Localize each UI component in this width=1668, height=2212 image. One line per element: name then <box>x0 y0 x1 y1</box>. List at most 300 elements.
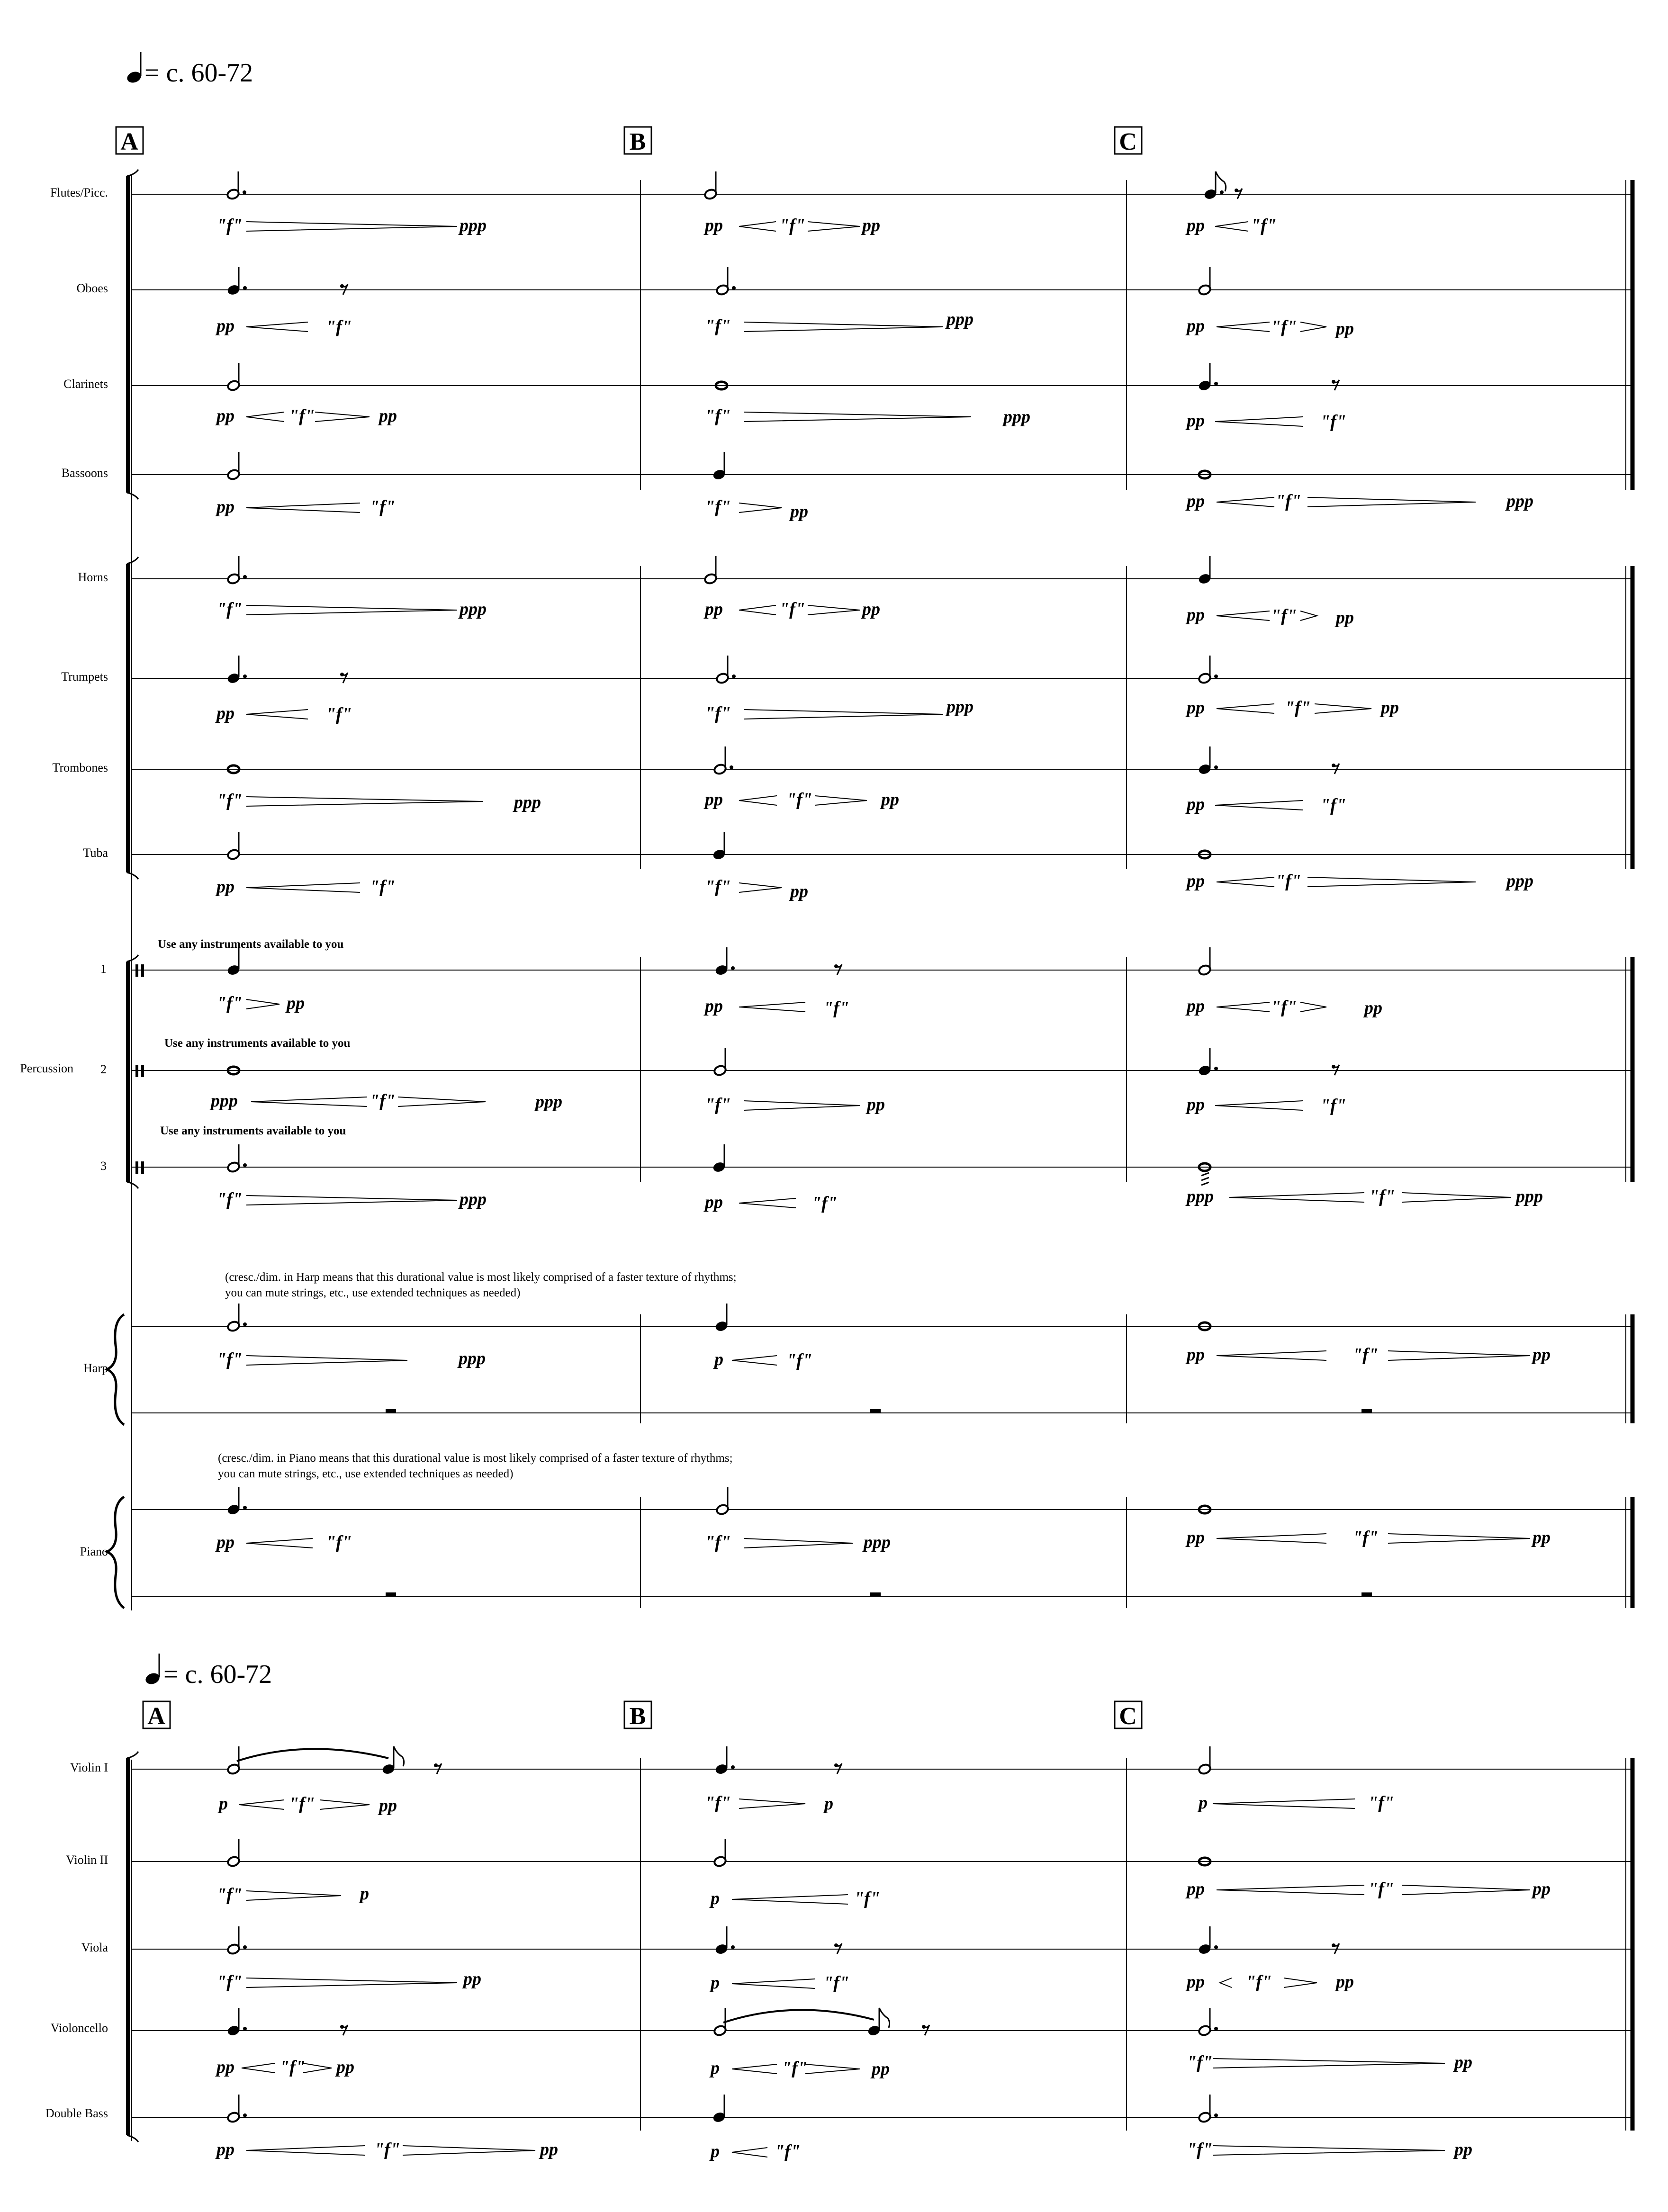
dynamic-f: "f" <box>775 2141 801 2161</box>
dynamic-f: "f" <box>823 998 849 1018</box>
note <box>1198 656 1218 684</box>
dynamic-f: "f" <box>1251 216 1277 235</box>
notes-layer <box>226 171 1372 2123</box>
tempo-text: = c. 60-72 <box>144 58 253 88</box>
label-percussion: Percussion <box>20 1061 73 1075</box>
bracket-woodwinds <box>127 170 138 499</box>
dynamic-pp: pp <box>790 881 808 901</box>
dynamic-f: "f" <box>1271 606 1297 626</box>
diminuendo-hairpin <box>744 710 943 719</box>
note <box>704 556 718 585</box>
diminuendo-hairpin <box>246 1978 457 1987</box>
dynamics-layer <box>209 216 1551 2161</box>
diminuendo-hairpin <box>246 797 483 806</box>
dynamic-pp: pp <box>1187 1345 1205 1365</box>
dynamic-ppp: ppp <box>947 697 974 717</box>
label-trombones: Trombones <box>52 761 108 774</box>
note <box>227 1304 247 1332</box>
dynamic-f: "f" <box>370 1091 396 1111</box>
note <box>1198 556 1212 585</box>
dynamic-pp: pp <box>216 1532 234 1552</box>
diminuendo-hairpin <box>246 222 457 231</box>
note <box>227 556 247 585</box>
dynamic-ppp: ppp <box>1187 1187 1214 1206</box>
note <box>715 947 735 976</box>
dynamic-f: "f" <box>1275 871 1301 891</box>
dynamic-f: "f" <box>326 704 352 724</box>
rest <box>1361 1409 1372 1413</box>
dynamic-pp: pp <box>790 502 808 522</box>
dynamic-pp: pp <box>287 993 305 1013</box>
dynamic-pp: pp <box>1533 1528 1551 1547</box>
crescendo-hairpin <box>1217 497 1274 507</box>
label-horns: Horns <box>78 570 108 584</box>
rehearsal-mark-c <box>1115 127 1142 155</box>
dynamic-p: p <box>714 1349 723 1369</box>
crescendo-hairpin <box>246 322 308 332</box>
rest <box>870 1592 881 1596</box>
dynamic-ppp: ppp <box>947 309 974 329</box>
diminuendo-hairpin <box>398 1097 486 1106</box>
piano-note-line1: (cresc./dim. in Piano means that this durational value is most likely comprised of a faster texture of rhythms; <box>218 1452 733 1465</box>
dynamic-pp: pp <box>216 316 234 336</box>
dynamic-pp: pp <box>1533 1879 1551 1899</box>
dynamic-pp: pp <box>881 790 899 809</box>
label-bass: Double Bass <box>45 2106 108 2120</box>
dynamic-f: "f" <box>1285 698 1311 718</box>
dynamic-pp: pp <box>862 216 880 235</box>
crescendo-hairpin <box>1215 417 1303 426</box>
dynamic-pp: pp <box>1454 2052 1472 2072</box>
dynamic-pp: pp <box>216 2057 234 2077</box>
crescendo-hairpin <box>1215 1101 1303 1110</box>
dynamic-f: "f" <box>779 599 805 619</box>
crescendo-hairpin <box>732 1895 848 1904</box>
dynamic-ppp: ppp <box>1516 1187 1543 1206</box>
staff-lines-strings <box>132 1758 1634 2141</box>
dynamic-f: "f" <box>1369 1187 1395 1206</box>
crescendo-hairpin <box>246 503 360 513</box>
diminuendo-hairpin <box>320 1800 370 1809</box>
dynamic-pp: pp <box>1533 1345 1551 1365</box>
note <box>712 832 726 861</box>
note <box>867 2008 890 2037</box>
label-flutes: Flutes/Picc. <box>50 186 108 199</box>
dynamic-ppp: ppp <box>514 792 541 812</box>
dynamic-f: "f" <box>811 1193 838 1213</box>
dynamic-f: "f" <box>289 406 315 426</box>
crescendo-hairpin <box>732 1356 777 1365</box>
dynamic-ppp: ppp <box>459 1349 486 1368</box>
note <box>1198 267 1212 296</box>
dynamic-pp: pp <box>216 703 234 723</box>
note <box>1198 2008 1218 2037</box>
dynamic-f: "f" <box>1368 1793 1394 1813</box>
rest <box>386 1592 396 1596</box>
rehearsal-mark-a <box>116 127 143 155</box>
note <box>712 452 726 481</box>
crescendo-hairpin <box>739 222 776 231</box>
dynamic-pp: pp <box>1187 698 1205 718</box>
note <box>1198 1746 1212 1775</box>
svg-text:A: A <box>147 1703 165 1730</box>
note <box>713 746 733 775</box>
dynamic-pp: pp <box>1187 871 1205 891</box>
diminuendo-hairpin <box>744 1538 853 1548</box>
note <box>715 1926 735 1955</box>
dynamic-f: "f" <box>1246 1972 1272 1992</box>
diminuendo-hairpin <box>744 1101 860 1110</box>
diminuendo-hairpin <box>1213 2146 1445 2155</box>
note <box>227 2008 247 2037</box>
dynamic-pp: pp <box>872 2059 890 2079</box>
crescendo-hairpin <box>1229 1193 1364 1202</box>
dynamic-f: "f" <box>1271 317 1297 337</box>
dynamic-f: "f" <box>370 877 396 897</box>
crescendo-hairpin <box>246 2146 365 2155</box>
crescendo-hairpin <box>1217 611 1270 620</box>
rest <box>1361 1592 1372 1596</box>
crescendo-hairpin <box>251 1097 367 1106</box>
diminuendo-hairpin <box>1300 611 1317 620</box>
tie <box>723 2010 874 2023</box>
note <box>1198 363 1218 392</box>
dynamic-f: "f" <box>1320 1096 1346 1115</box>
note <box>1198 746 1218 775</box>
diminuendo-hairpin <box>805 2064 860 2074</box>
crescendo-hairpin <box>242 2063 275 2073</box>
diminuendo-hairpin <box>1402 1193 1511 1202</box>
percussion-clefs <box>135 964 144 1174</box>
label-bassoons: Bassoons <box>61 466 108 480</box>
note <box>227 947 241 976</box>
note <box>712 1144 726 1173</box>
dynamic-pp: pp <box>1336 319 1354 339</box>
dynamic-pp: pp <box>1187 605 1205 625</box>
diminuendo-hairpin <box>739 503 782 513</box>
dynamic-f: "f" <box>854 1888 880 1908</box>
final-barlines-top <box>1626 180 1632 1608</box>
diminuendo-hairpin <box>1402 1885 1530 1895</box>
tempo-text-strings: = c. 60-72 <box>163 1660 272 1689</box>
note <box>1204 171 1226 200</box>
crescendo-hairpin <box>1217 1351 1326 1360</box>
crescendo-hairpin <box>1217 1885 1364 1895</box>
diminuendo-hairpin <box>1213 2059 1445 2068</box>
dynamic-f: "f" <box>1187 2052 1213 2072</box>
tempo-marking-strings <box>144 1654 272 1689</box>
diminuendo-hairpin <box>1284 1978 1317 1987</box>
crescendo-hairpin <box>1215 800 1303 810</box>
dynamic-pp: pp <box>216 406 234 426</box>
label-piano: Piano <box>80 1545 108 1558</box>
dynamic-p: p <box>219 1794 228 1814</box>
diminuendo-hairpin <box>808 605 860 615</box>
dynamic-ppp: ppp <box>460 216 487 235</box>
instrument-names <box>20 186 108 2120</box>
note <box>227 452 241 481</box>
diminuendo-hairpin <box>744 322 943 332</box>
svg-text:C: C <box>1119 128 1137 155</box>
perc2-instruction: Use any instruments available to you <box>164 1037 351 1050</box>
dynamic-f: "f" <box>705 406 731 426</box>
dynamic-pp: pp <box>379 406 397 426</box>
diminuendo-hairpin <box>403 2146 535 2155</box>
label-perc-1: 1 <box>100 962 107 976</box>
dynamic-pp: pp <box>379 1796 397 1816</box>
dynamic-f: "f" <box>705 703 731 723</box>
dynamic-pp: pp <box>1364 998 1382 1018</box>
label-trumpets: Trumpets <box>61 670 108 683</box>
diminuendo-hairpin <box>808 222 860 231</box>
diminuendo-hairpin <box>246 605 457 615</box>
dynamic-f: "f" <box>705 316 731 336</box>
diminuendo-hairpin <box>1307 877 1476 887</box>
diminuendo-hairpin <box>1315 704 1371 713</box>
dynamic-pp: pp <box>216 497 234 517</box>
crescendo-hairpin <box>739 1198 796 1208</box>
dynamic-ppp: ppp <box>460 599 487 619</box>
dynamic-f: "f" <box>705 1095 731 1115</box>
dynamic-p: p <box>711 2141 720 2161</box>
dynamic-f: "f" <box>216 1972 243 1992</box>
dynamic-p: p <box>711 1888 720 1908</box>
label-clarinets: Clarinets <box>63 377 108 391</box>
crescendo-hairpin <box>246 883 360 892</box>
dynamic-ppp: ppp <box>460 1189 487 1209</box>
tremolo-slash <box>1201 1178 1209 1180</box>
crescendo-hairpin <box>246 710 308 719</box>
label-oboes: Oboes <box>76 281 108 295</box>
dynamic-f: "f" <box>374 2140 400 2159</box>
diminuendo-hairpin <box>315 412 370 422</box>
dynamic-f: "f" <box>786 1350 812 1370</box>
dynamic-f: "f" <box>326 1532 352 1552</box>
label-viola: Viola <box>81 1941 108 1954</box>
note <box>716 1487 730 1516</box>
crescendo-hairpin <box>739 605 776 615</box>
dynamic-ppp: ppp <box>864 1532 891 1552</box>
dynamic-pp: pp <box>1187 794 1205 814</box>
diminuendo-hairpin <box>246 1356 407 1365</box>
diminuendo-hairpin <box>1307 497 1476 507</box>
dynamic-f: "f" <box>370 497 396 517</box>
dynamic-f: "f" <box>216 1189 243 1209</box>
dynamic-f: "f" <box>1187 2140 1213 2159</box>
note <box>227 2095 247 2123</box>
dynamic-pp: pp <box>1187 1095 1205 1115</box>
dynamic-f: "f" <box>782 2058 808 2078</box>
dynamic-f: "f" <box>823 1973 849 1993</box>
rest <box>870 1409 881 1413</box>
note <box>712 2095 726 2123</box>
crescendo-hairpin <box>1217 1534 1326 1543</box>
diminuendo-hairpin <box>246 999 280 1009</box>
crescendo-hairpin <box>739 1002 805 1012</box>
note <box>716 267 736 296</box>
rehearsal-mark-b-strings <box>624 1701 651 1730</box>
dynamic-pp: pp <box>705 1192 723 1212</box>
svg-text:A: A <box>120 128 138 155</box>
diminuendo-hairpin <box>739 1799 805 1808</box>
dynamic-pp: pp <box>1187 316 1205 336</box>
note <box>227 832 241 861</box>
dynamic-f: "f" <box>280 2057 306 2077</box>
dynamic-ppp: ppp <box>1506 491 1533 511</box>
dynamic-pp: pp <box>1187 411 1205 431</box>
dynamic-f: "f" <box>216 993 243 1013</box>
dynamic-pp: pp <box>867 1095 885 1115</box>
dynamic-pp: pp <box>1336 1972 1354 1992</box>
diminuendo-hairpin <box>1300 322 1326 332</box>
dynamic-pp: pp <box>705 996 723 1016</box>
crescendo-hairpin <box>1220 1978 1232 1987</box>
dynamic-ppp: ppp <box>1003 407 1030 427</box>
note <box>227 363 241 392</box>
dynamic-f: "f" <box>705 497 731 517</box>
dynamic-f: "f" <box>1352 1528 1379 1547</box>
label-perc-2: 2 <box>100 1062 107 1076</box>
label-violin1: Violin I <box>70 1761 108 1774</box>
diminuendo-hairpin <box>1388 1534 1530 1543</box>
note <box>1198 1926 1218 1955</box>
dynamic-f: "f" <box>705 1793 731 1813</box>
dynamic-ppp: ppp <box>1506 871 1533 891</box>
note <box>1198 2095 1218 2123</box>
dynamic-f: "f" <box>216 1885 243 1905</box>
staff-lines <box>132 194 1634 1596</box>
diminuendo-hairpin <box>246 1196 457 1205</box>
bracket-brass <box>127 557 138 879</box>
diminuendo-hairpin <box>815 796 867 805</box>
diminuendo-hairpin <box>303 2063 332 2073</box>
note <box>227 267 247 296</box>
dynamic-pp: pp <box>1187 216 1205 235</box>
note <box>715 1746 735 1775</box>
brace-harp <box>107 1314 124 1425</box>
dynamic-ppp: ppp <box>535 1092 562 1112</box>
dynamic-f: "f" <box>705 1532 731 1552</box>
dynamic-f: "f" <box>1275 491 1301 511</box>
crescendo-hairpin <box>1217 877 1274 887</box>
crescendo-hairpin <box>739 796 777 805</box>
dynamic-f: "f" <box>705 877 731 897</box>
crescendo-hairpin <box>1217 1002 1270 1012</box>
diminuendo-hairpin <box>739 883 782 892</box>
svg-text:C: C <box>1119 1703 1137 1730</box>
dynamic-pp: pp <box>705 790 723 809</box>
dynamic-pp: pp <box>1336 608 1354 628</box>
dynamic-f: "f" <box>786 790 812 809</box>
dynamic-pp: pp <box>540 2140 558 2159</box>
svg-text:B: B <box>629 1703 646 1730</box>
dynamic-pp: pp <box>705 216 723 235</box>
note <box>227 1926 247 1955</box>
label-cello: Violoncello <box>50 2021 108 2035</box>
dynamic-pp: pp <box>1187 1879 1205 1899</box>
note <box>716 656 736 684</box>
note <box>715 1304 729 1332</box>
dynamic-pp: pp <box>1454 2140 1472 2159</box>
bracket-strings <box>127 1752 138 2142</box>
crescendo-hairpin <box>1217 322 1270 332</box>
note <box>227 1144 247 1173</box>
dynamic-p: p <box>1199 1793 1208 1813</box>
note <box>704 171 718 200</box>
dynamic-f: "f" <box>1352 1345 1379 1365</box>
dynamic-pp: pp <box>336 2057 354 2077</box>
note <box>382 1746 404 1775</box>
dynamic-f: "f" <box>326 317 352 337</box>
dynamic-f: "f" <box>779 216 805 235</box>
crescendo-hairpin <box>239 1800 284 1809</box>
rest <box>386 1409 396 1413</box>
crescendo-hairpin <box>246 1538 313 1548</box>
diminuendo-hairpin <box>744 412 971 422</box>
crescendo-hairpin <box>246 412 284 422</box>
dynamic-f: "f" <box>1271 997 1297 1017</box>
dynamic-pp: pp <box>1187 1972 1205 1992</box>
dynamic-f: "f" <box>216 599 243 619</box>
dynamic-pp: pp <box>1381 698 1399 718</box>
note <box>713 1839 727 1868</box>
dynamic-pp: pp <box>705 599 723 619</box>
rehearsal-mark-b <box>624 127 651 155</box>
note <box>226 171 246 200</box>
dynamic-f: "f" <box>1320 412 1346 432</box>
dynamic-pp: pp <box>216 877 234 897</box>
dynamic-pp: pp <box>1187 1528 1205 1547</box>
note <box>1198 947 1212 976</box>
perc1-instruction: Use any instruments available to you <box>158 938 344 951</box>
dynamic-p: p <box>711 1973 720 1993</box>
diminuendo-hairpin <box>246 1891 341 1900</box>
tempo-marking <box>126 52 253 88</box>
dynamic-pp: pp <box>862 599 880 619</box>
dynamic-pp: pp <box>1187 996 1205 1016</box>
dynamic-ppp: ppp <box>211 1091 238 1111</box>
rehearsal-mark-a-strings <box>143 1701 170 1730</box>
tremolo-slash <box>1201 1182 1209 1185</box>
rehearsal-mark-c-strings <box>1115 1701 1142 1730</box>
label-perc-3: 3 <box>100 1159 107 1173</box>
dynamic-f: "f" <box>216 791 243 810</box>
harp-note-line1: (cresc./dim. in Harp means that this durational value is most likely comprised of a faster texture of rhythms; <box>225 1271 737 1284</box>
harp-note-line2: you can mute strings, etc., use extended techniques as needed) <box>225 1286 521 1299</box>
note <box>1198 1048 1218 1077</box>
dynamic-f: "f" <box>216 216 243 235</box>
note <box>227 1487 247 1516</box>
crescendo-hairpin <box>732 2148 767 2157</box>
dynamic-pp: pp <box>463 1969 481 1989</box>
diminuendo-hairpin <box>1388 1351 1530 1360</box>
dynamic-f: "f" <box>1368 1879 1394 1899</box>
dynamic-p: p <box>711 2058 720 2078</box>
dynamic-f: "f" <box>289 1794 315 1814</box>
tie <box>237 1749 388 1761</box>
note <box>227 1839 241 1868</box>
tremolo-slash <box>1201 1173 1209 1176</box>
crescendo-hairpin <box>732 1979 815 1988</box>
crescendo-hairpin <box>1215 222 1248 231</box>
piano-note-line2: you can mute strings, etc., use extended techniques as needed) <box>218 1467 514 1480</box>
crescendo-hairpin <box>1213 1799 1355 1808</box>
dynamic-p: p <box>824 1794 833 1814</box>
brace-piano <box>107 1497 124 1608</box>
crescendo-hairpin <box>732 2064 777 2074</box>
note <box>713 1048 727 1077</box>
label-violin2: Violin II <box>66 1853 108 1867</box>
